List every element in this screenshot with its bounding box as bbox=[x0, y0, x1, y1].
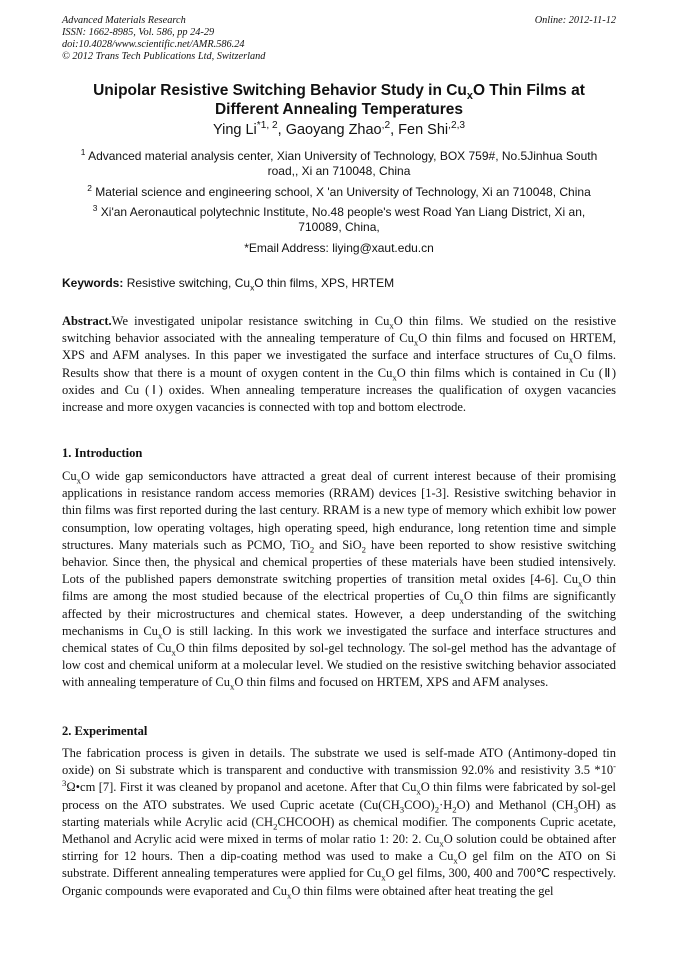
affiliation-3: $^3$ Xi'an Aeronautical polytechnic Institute, No.48 people's west Road Yan Liang District, Xi an, 710089, China, bbox=[92, 203, 586, 234]
journal-meta bbox=[62, 15, 265, 63]
keywords: Keywords: Resistive switching, $Cu_xO$ thin films, XPS, HRTEM bbox=[62, 276, 395, 293]
title-line-1: Unipolar Resistive Switching Behavior Study in $Cu_xO$ Thin Films at bbox=[93, 82, 585, 103]
title-line-2: Different Annealing Temperatures bbox=[214, 101, 464, 118]
paper-title bbox=[62, 81, 616, 119]
affiliation-1: $^1$ Advanced material analysis center, Xian University of Technology, BOX 759#, No.5Jinhua South road,, Xi an 710048, China bbox=[80, 147, 598, 178]
email-address: *Email Address: liying@xaut.edu.cn bbox=[244, 241, 434, 255]
introduction-body: $Cu_xO$ wide gap semiconductors have attracted a great deal of current interest because of their promising applications in resistance random access memories (RRAM) devices [1-3]. Resistive switching behavior in thin films was first reported during the last century. RRAM is a new type of memory which exhibit low power consumption, low operating voltages, high operating speed, high endurance, long retention time and simple structures. Many materials such as PCMO, TiO$_2$ and SiO$_2$ have been reported to show resistive switching behavior. Since then, the physical and chemical properties of these materials have been studied intensively. Lots of the published papers demonstrate switching properties of transition metal oxides [4-6]. $Cu_xO$ thin films are among the most studied because of the electrical properties of $Cu_xO$ thin films are significantly affected by their microstructures and chemical states. However, a deep understanding of the switching mechanisms in $Cu_xO$ is still lacking. In this work we investigated the surface and interface structures and chemical states of $Cu_xO$ thin films deposited by sol-gel technology. The sol-gel method has the advantage of low cost and chemical uniform at a molecular level. We studied on the resistive switching behavior associated with annealing temperature of $Cu_xO$ thin films and focused on HRTEM, XPS and AFM analyses. bbox=[62, 469, 617, 692]
affiliation-2: $^2$ Material science and engineering school, X 'an University of Technology, Xi an 710048, China bbox=[87, 183, 591, 199]
issn-line: ISSN: 1662-8985, Vol. 586, pp 24-29 bbox=[62, 27, 215, 38]
doi-line: doi:10.4028/www.scientific.net/AMR.586.24 bbox=[62, 39, 245, 50]
copyright-line: © 2012 Trans Tech Publications Ltd, Switzerland bbox=[62, 51, 266, 62]
author-list: Ying Li$^{*1, 2}$, Gaoyang Zhao$^{,2}$, Fen Shi$^{,2,3}$ bbox=[212, 120, 466, 138]
abstract: Abstract.We investigated unipolar resistance switching in $Cu_xO$ thin films. We studied on the resistive switching behavior associated with the annealing temperature of $Cu_xO$ thin films and focused on HRTEM, XPS and AFM analyses. In this paper we investigated the surface and interface structures of $Cu_xO$ films. Results show that there is a mount of oxygen content in the $Cu_xO$ thin films which is contained in Cu (Ⅱ) oxides and Cu (Ⅰ) oxides. When annealing temperature increases the qualification of oxygen vacancies increase and more oxygen vacancies is connected with top and bottom electrode. bbox=[62, 314, 617, 415]
experimental-body: The fabrication process is given in details. The substrate we used is self-made ATO (Antimony-doped tin oxide) on Si substrate which is transparent and conductive with transmission 92.0% and resistivity 3.5 $*10^{-3}\Omega•cm$ [7]. First it was cleaned by propanol and acetone. After that $Cu_xO$ thin films were fabricated by sol-gel process on the ATO substrates. We used Cupric acetate $(Cu(CH_3COO)_2\cdot H_2O)$ and Methanol $(CH_3OH)$ as starting materials while Acrylic acid $(CH_2CHCOOH)$ as chemical modifier. The components Cupric acetate, Methanol and Acrylic acid were mixed in terms of molar ratio 1: 20: 2. $Cu_xO$ solution could be obtained after stirring for 12 hours. Then a dip-coating method was used to make a $Cu_xO$ gel film on the ATO on Si substrate. Different annealing temperatures were applied for $Cu_xO$ gel films, 300, 400 and 700℃ respectively. Organic compounds were evaporated and $Cu_xO$ thin films were obtained after heat treating the gel bbox=[62, 746, 616, 901]
section-heading-experimental: 2. Experimental bbox=[62, 724, 148, 738]
journal-name: Advanced Materials Research bbox=[62, 15, 186, 26]
section-heading-introduction: 1. Introduction bbox=[62, 446, 143, 460]
online-date: Online: 2012-11-12 bbox=[534, 15, 616, 26]
